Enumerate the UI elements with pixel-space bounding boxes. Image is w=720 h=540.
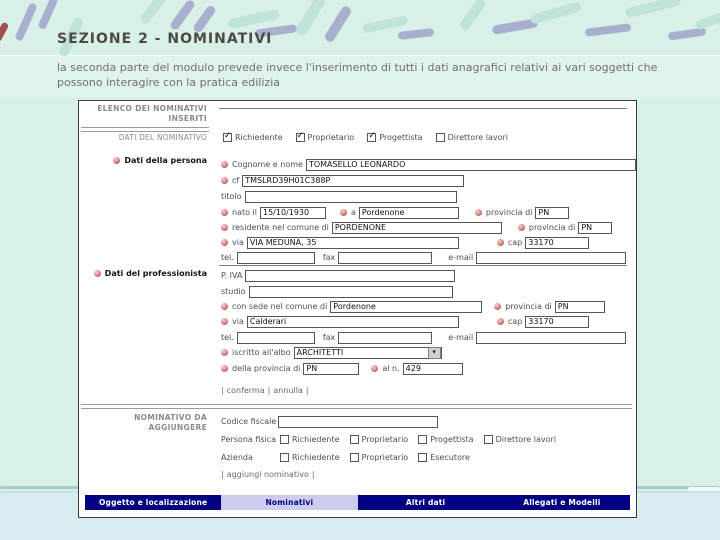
brush-stroke xyxy=(323,4,353,43)
tel-studio-input[interactable] xyxy=(237,332,315,344)
email-input[interactable] xyxy=(476,252,626,264)
roles-row xyxy=(223,131,521,144)
tel-studio-label: tel. xyxy=(221,333,234,342)
pf-direttore-lavori xyxy=(484,435,556,444)
red-ball-icon xyxy=(518,224,525,231)
pipe: | xyxy=(305,386,309,395)
role-direttore-lavori xyxy=(436,133,508,142)
nato-il-label: nato il xyxy=(232,208,257,217)
sede-label: con sede nel comune di xyxy=(232,302,328,311)
bottom-line xyxy=(688,487,720,491)
sede-input[interactable] xyxy=(330,301,482,313)
pipe: | xyxy=(267,386,271,395)
piva-label: P. IVA xyxy=(221,271,243,280)
az-richiedente xyxy=(280,453,340,462)
brush-stroke xyxy=(694,10,720,30)
codice-fiscale-input[interactable] xyxy=(278,416,438,428)
provincia-sede-input[interactable] xyxy=(555,301,605,313)
aggiungi-actions xyxy=(221,468,315,481)
via-studio-row xyxy=(221,315,589,328)
email-studio-label: e-mail xyxy=(448,333,474,342)
red-ball-icon xyxy=(475,209,482,216)
pf-progettista-label: Progettista xyxy=(430,435,474,444)
az-richiedente-label: Richiedente xyxy=(292,453,340,462)
tab-altri-dati[interactable]: Altri dati xyxy=(358,495,494,510)
brush-stroke xyxy=(14,2,38,42)
form-panel xyxy=(78,100,637,518)
brush-stroke xyxy=(169,0,196,31)
az-proprietario xyxy=(350,453,409,462)
brush-stroke xyxy=(228,9,281,30)
red-ball-icon xyxy=(497,239,504,246)
bottom-section-divider xyxy=(81,404,632,409)
via-label: via xyxy=(232,238,244,247)
cognome-input[interactable] xyxy=(306,159,636,171)
form-actions xyxy=(221,384,309,397)
nascita-row xyxy=(221,206,569,219)
provincia-nascita-label: provincia di xyxy=(485,208,533,217)
pf-progettista xyxy=(418,435,473,444)
sidebar-dati-nominativo-label: DATI DEL NOMINATIVO xyxy=(118,133,207,142)
sidebar-aggiungere-line2: AGGIUNGERE xyxy=(148,423,207,432)
provincia-residenza-input[interactable] xyxy=(578,222,612,234)
dropdown-arrow-icon[interactable]: ▾ xyxy=(428,347,441,359)
red-ball-icon xyxy=(221,318,228,325)
brush-stroke xyxy=(398,28,435,40)
proprietario-label: Proprietario xyxy=(307,133,355,142)
richiedente-label: Richiedente xyxy=(235,133,283,142)
provincia-albo-label: della provincia di xyxy=(232,364,301,373)
cap-label: cap xyxy=(507,238,523,247)
red-ball-icon xyxy=(371,365,378,372)
cf-label: cf xyxy=(232,176,240,185)
conferma-link[interactable]: conferma xyxy=(226,386,265,395)
annulla-link[interactable]: annulla xyxy=(273,386,303,395)
sidebar-professionista-label: Dati del professionista xyxy=(104,269,207,278)
studio-label: studio xyxy=(221,287,246,296)
red-ball-icon xyxy=(221,161,228,168)
email-label: e-mail xyxy=(448,253,474,262)
provincia-residenza-label: provincia di xyxy=(528,223,576,232)
sede-row xyxy=(221,300,605,313)
provincia-albo-input[interactable] xyxy=(303,363,359,375)
tab-allegati-e-modelli[interactable]: Allegati e Modelli xyxy=(494,495,630,510)
persona-fisica-row xyxy=(221,433,569,446)
red-ball-icon xyxy=(221,209,228,216)
pf-progettista-checkbox[interactable] xyxy=(418,435,427,444)
az-proprietario-label: Proprietario xyxy=(361,453,409,462)
provincia-sede-label: provincia di xyxy=(505,302,552,311)
pipe: | xyxy=(221,386,224,395)
az-richiedente-checkbox[interactable] xyxy=(280,453,289,462)
nato-il-input[interactable] xyxy=(260,207,326,219)
pf-direttore-lavori-label: Direttore lavori xyxy=(495,435,557,444)
albo-label: iscritto all'albo xyxy=(232,348,291,357)
piva-row xyxy=(221,269,455,282)
provincia-nascita-input[interactable] xyxy=(535,207,569,219)
persona-fisica-label: Persona fisica xyxy=(221,435,277,444)
red-ball-icon xyxy=(340,209,347,216)
tel-label: tel. xyxy=(221,253,234,262)
bottom-nav xyxy=(85,495,630,510)
direttore-lavori-label: Direttore lavori xyxy=(447,133,509,142)
nato-a-input[interactable] xyxy=(359,207,459,219)
contatti-row xyxy=(221,251,626,264)
fax-label: fax xyxy=(322,253,336,262)
brush-stroke xyxy=(294,0,327,38)
red-ball-icon xyxy=(221,365,228,372)
studio-row xyxy=(221,285,453,298)
pf-proprietario-checkbox[interactable] xyxy=(350,435,359,444)
sidebar-divider xyxy=(81,127,209,132)
fax-input[interactable] xyxy=(338,252,432,264)
via-row xyxy=(221,236,589,249)
residente-input[interactable] xyxy=(332,222,502,234)
sidebar-persona-label: Dati della persona xyxy=(124,156,207,165)
brush-stroke xyxy=(0,22,9,43)
pf-direttore-lavori-checkbox[interactable] xyxy=(484,435,493,444)
residenza-row xyxy=(221,221,612,234)
codice-fiscale-row xyxy=(221,415,438,428)
titolo-input[interactable] xyxy=(245,191,457,203)
pf-richiedente xyxy=(280,435,340,444)
sidebar-elenco-line1: ELENCO DEI NOMINATIVI xyxy=(97,104,207,113)
brush-stroke xyxy=(139,0,168,25)
brush-stroke xyxy=(459,0,488,32)
progettista-checkbox[interactable] xyxy=(367,133,376,142)
pipe: | xyxy=(311,470,315,479)
brush-stroke xyxy=(37,0,58,30)
fax-studio-input[interactable] xyxy=(338,332,432,344)
brush-stroke xyxy=(585,23,632,37)
fax-studio-label: fax xyxy=(322,333,336,342)
tel-input[interactable] xyxy=(237,252,315,264)
richiedente-checkbox[interactable] xyxy=(223,133,232,142)
page-title: SEZIONE 2 - NOMINATIVI xyxy=(57,31,273,47)
numero-albo-label: al n. xyxy=(382,364,400,373)
slide-subtitle: la seconda parte del modulo prevede invece l'inserimento di tutti i dati anagrafici relativi ai vari soggetti che possono interagire con la pratica edilizia xyxy=(57,61,658,89)
sidebar-elenco-line2: INSERITI xyxy=(168,114,207,123)
sidebar-aggiungere-label xyxy=(79,413,207,433)
codice-fiscale-label: Codice fiscale xyxy=(221,417,277,426)
sidebar-section-persona xyxy=(79,156,207,165)
role-progettista xyxy=(367,133,422,142)
red-ball-icon xyxy=(221,239,228,246)
role-richiedente xyxy=(223,133,283,142)
red-ball-icon xyxy=(221,224,228,231)
cognome-label: Cognome e nome xyxy=(232,160,303,169)
pf-proprietario-label: Proprietario xyxy=(361,435,409,444)
albo-row xyxy=(221,346,442,359)
progettista-label: Progettista xyxy=(379,133,423,142)
az-esecutore-checkbox[interactable] xyxy=(418,453,427,462)
sidebar-elenco-label xyxy=(79,104,207,124)
piva-input[interactable] xyxy=(245,270,455,282)
pf-richiedente-checkbox[interactable] xyxy=(280,435,289,444)
albo-dropdown[interactable] xyxy=(294,347,442,359)
via-input[interactable] xyxy=(247,237,459,249)
cf-row xyxy=(221,174,464,187)
az-proprietario-checkbox[interactable] xyxy=(350,453,359,462)
pf-proprietario xyxy=(350,435,409,444)
cap-studio-label: cap xyxy=(507,317,523,326)
contatti-studio-row xyxy=(221,331,626,344)
red-ball-icon xyxy=(221,349,228,356)
brush-stroke xyxy=(625,0,682,19)
proprietario-checkbox[interactable] xyxy=(296,133,305,142)
red-ball-icon xyxy=(221,303,228,310)
numero-albo-input[interactable] xyxy=(403,363,463,375)
albo-value: ARCHITETTI xyxy=(296,348,344,357)
studio-input[interactable] xyxy=(249,286,453,298)
residente-label: residente nel comune di xyxy=(232,223,329,232)
sidebar-section-professionista xyxy=(79,269,207,278)
brush-stroke xyxy=(530,1,583,25)
az-esecutore xyxy=(418,453,470,462)
red-ball-icon xyxy=(113,157,120,164)
red-ball-icon xyxy=(221,177,228,184)
section-divider xyxy=(219,265,627,266)
albo-provincia-row xyxy=(221,362,463,375)
azienda-label: Azienda xyxy=(221,453,253,462)
red-ball-icon xyxy=(94,270,101,277)
via-studio-label: via xyxy=(232,317,244,326)
cf-input[interactable] xyxy=(242,175,464,187)
pf-richiedente-label: Richiedente xyxy=(292,435,340,444)
az-esecutore-label: Esecutore xyxy=(430,453,470,462)
via-studio-input[interactable] xyxy=(247,316,459,328)
brush-stroke xyxy=(192,4,217,34)
main-top-divider xyxy=(219,108,627,109)
sidebar-aggiungere-line1: NOMINATIVO DA xyxy=(134,413,207,422)
email-studio-input[interactable] xyxy=(476,332,626,344)
tab-oggetto-e-localizzazione[interactable]: Oggetto e localizzazione xyxy=(85,495,221,510)
azienda-row xyxy=(221,451,483,464)
cap-studio-input[interactable] xyxy=(525,316,589,328)
red-ball-icon xyxy=(494,303,501,310)
nato-a-label: a xyxy=(351,208,356,217)
titolo-label: titolo xyxy=(221,192,242,201)
role-proprietario xyxy=(296,133,355,142)
pipe: | xyxy=(221,470,224,479)
tab-nominativi[interactable]: Nominativi xyxy=(221,495,357,510)
cognome-row xyxy=(221,158,636,171)
cap-input[interactable] xyxy=(525,237,589,249)
direttore-lavori-checkbox[interactable] xyxy=(436,133,445,142)
red-ball-icon xyxy=(497,318,504,325)
titolo-row xyxy=(221,190,457,203)
aggiungi-nominativo-link[interactable]: aggiungi nominativo xyxy=(226,470,309,479)
